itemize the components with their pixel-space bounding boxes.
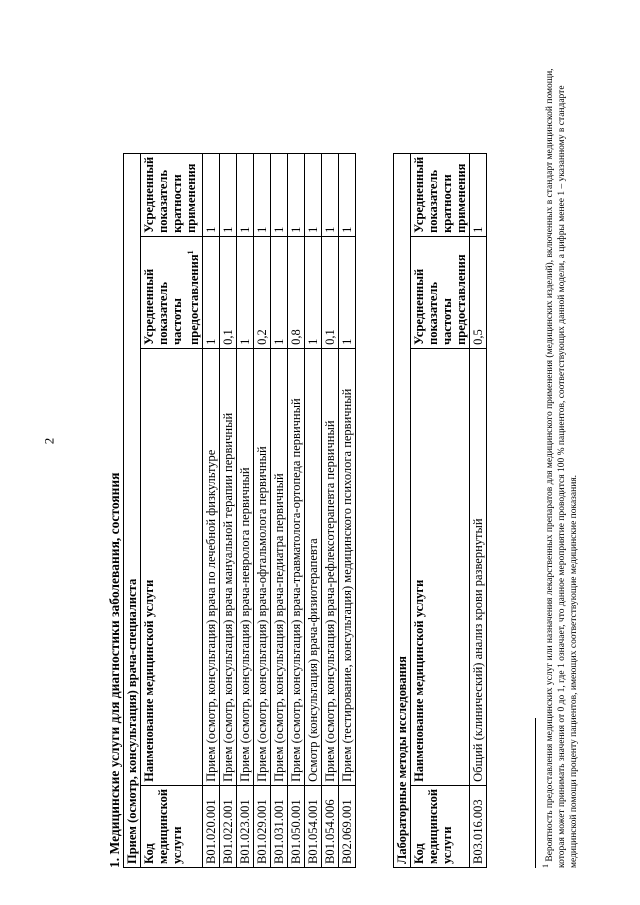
table-group-title: Лабораторные методы исследования	[394, 153, 411, 867]
cell-frequency: 0,2	[254, 236, 271, 348]
cell-code: B01.031.001	[271, 785, 288, 867]
footnote-divider	[535, 718, 536, 868]
cell-name: Общий (клинический) анализ крови развернутый	[470, 348, 487, 785]
lab-tests-table	[393, 153, 487, 868]
cell-multiplicity: 1	[470, 153, 487, 236]
cell-frequency: 1	[203, 236, 220, 348]
footnote-marker: 1	[541, 864, 550, 868]
header-code: Код медицинской услуги	[141, 785, 203, 867]
cell-frequency: 0,1	[220, 236, 237, 348]
cell-name: Прием (тестирование, консультация) медицинского психолога первичный	[339, 348, 356, 785]
cell-name: Осмотр (консультация) врача-физиотерапевта	[305, 348, 322, 785]
cell-multiplicity: 1	[254, 153, 271, 236]
cell-code: B01.029.001	[254, 785, 271, 867]
table-row	[322, 153, 339, 867]
cell-frequency: 0,1	[322, 236, 339, 348]
cell-name: Прием (осмотр, консультация) врача-педиатра первичный	[271, 348, 288, 785]
cell-frequency: 1	[305, 236, 322, 348]
table-group-title: Прием (осмотр, консультация) врача-специалиста	[124, 153, 141, 867]
table-row	[220, 153, 237, 867]
cell-frequency: 0,8	[288, 236, 305, 348]
cell-frequency: 1	[237, 236, 254, 348]
section-title: 1. Медицинские услуги для диагностики заболевания, состояния	[107, 472, 122, 868]
cell-code: B01.023.001	[237, 785, 254, 867]
cell-name: Прием (осмотр, консультация) врача-травматолога-ортопеда первичный	[288, 348, 305, 785]
cell-code: B01.022.001	[220, 785, 237, 867]
cell-multiplicity: 1	[203, 153, 220, 236]
cell-multiplicity: 1	[288, 153, 305, 236]
footnote	[540, 68, 580, 868]
table-row	[288, 153, 305, 867]
rotated-page	[105, 20, 605, 880]
page-content	[105, 20, 605, 880]
header-frequency: Усредненный показатель частоты предоставления	[411, 236, 470, 348]
cell-code: B01.050.001	[288, 785, 305, 867]
table-row	[271, 153, 288, 867]
cell-frequency: 0,5	[470, 236, 487, 348]
cell-code: B01.054.006	[322, 785, 339, 867]
cell-name: Прием (осмотр, консультация) врача-невролога первичный	[237, 348, 254, 785]
table-row	[305, 153, 322, 867]
cell-code: B03.016.003	[470, 785, 487, 867]
cell-multiplicity: 1	[322, 153, 339, 236]
header-name: Наименование медицинской услуги	[411, 348, 470, 785]
header-multiplicity: Усредненный показатель кратности применения	[141, 153, 203, 236]
footnote-text: Вероятность предоставления медицинских услуг или назначения лекарственных препаратов для медицинского применения (медицинских изделий), включенных в стандарт медицинской помощи, которая может принимать значения от 0 до 1, где 1 означает, что данное мероприятие проводится 100 % пациентов, соответствующих данной модели, а цифры менее 1 – указанному в стандарте медицинской помощи проценту пациентов, имеющих соответствующие медицинские показания.	[545, 68, 580, 868]
cell-code: B01.054.001	[305, 785, 322, 867]
cell-code: B02.069.001	[339, 785, 356, 867]
cell-multiplicity: 1	[237, 153, 254, 236]
header-name: Наименование медицинской услуги	[141, 348, 203, 785]
table-row	[237, 153, 254, 867]
cell-code: B01.020.001	[203, 785, 220, 867]
cell-name: Прием (осмотр, консультация) врача-офтальмолога первичный	[254, 348, 271, 785]
consultations-table	[123, 153, 356, 868]
cell-multiplicity: 1	[305, 153, 322, 236]
cell-name: Прием (осмотр, консультация) врача-рефлексотерапевта первичный	[322, 348, 339, 785]
header-multiplicity: Усредненный показатель кратности применения	[411, 153, 470, 236]
table-row	[470, 153, 487, 867]
header-frequency: Усредненный показатель частоты предоставления$^1$	[141, 236, 203, 348]
cell-multiplicity: 1	[271, 153, 288, 236]
cell-frequency: 1	[271, 236, 288, 348]
cell-multiplicity: 1	[339, 153, 356, 236]
cell-multiplicity: 1	[220, 153, 237, 236]
table-row	[254, 153, 271, 867]
page-number: 2	[41, 437, 57, 445]
cell-name: Прием (осмотр, консультация) врача по лечебной физкультуре	[203, 348, 220, 785]
cell-frequency: 1	[339, 236, 356, 348]
cell-name: Прием (осмотр, консультация) врача мануальной терапии первичный	[220, 348, 237, 785]
table-row	[339, 153, 356, 867]
header-code: Код медицинской услуги	[411, 785, 470, 867]
table-row	[203, 153, 220, 867]
